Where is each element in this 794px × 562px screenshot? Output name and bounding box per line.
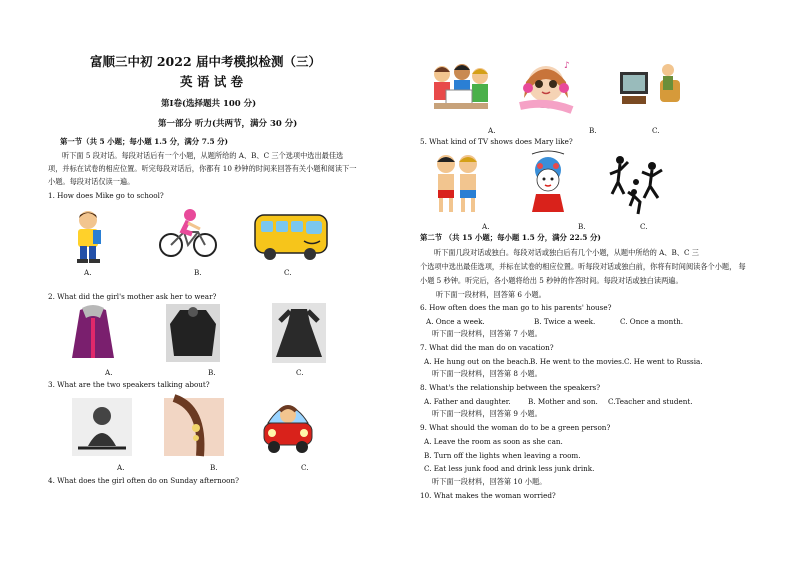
school-bus-icon (252, 209, 330, 261)
listen-material-6: 听下面一段材料，回答第 6 小题。 (436, 290, 546, 299)
kids-reading-icon (428, 60, 492, 114)
listen-material-8: 听下面一段材料，回答第 8 小题。 (432, 369, 542, 378)
option-c[interactable]: C. (652, 126, 660, 135)
person-photo-icon (72, 398, 132, 456)
question-10: 10. What makes the woman worried? (420, 491, 556, 500)
option-b[interactable]: B. (578, 222, 586, 231)
option-b[interactable]: B. (210, 463, 218, 472)
question-6: 6. How often does the man go to his parents' house? (420, 303, 612, 312)
question-8: 8. What's the relationship between the speakers? (420, 383, 601, 392)
volume-heading: 第Ⅰ卷(选择题共 100 分) (161, 99, 257, 109)
option-b[interactable]: B. Twice a week. (534, 317, 596, 326)
question-5: 5. What kind of TV shows does Mary like? (420, 137, 573, 146)
option-c[interactable]: C. He went to Russia. (624, 357, 703, 366)
option-a[interactable]: A. Once a week. (426, 317, 485, 326)
question-4: 4. What does the girl often do on Sunday afternoon? (48, 476, 239, 485)
sweater-icon (166, 304, 220, 362)
option-c[interactable]: C. (640, 222, 648, 231)
cartoon-kids-icon (428, 152, 486, 216)
question-9: 9. What should the woman do to be a green person? (420, 423, 611, 432)
option-a[interactable]: A. Leave the room as soon as she can. (424, 437, 563, 446)
question-3: 3. What are the two speakers talking about? (48, 380, 210, 389)
exam-subtitle: 英 语 试 卷 (180, 74, 244, 89)
coat-icon (70, 304, 116, 364)
question-7: 7. What did the man do on vacation? (420, 343, 554, 352)
option-c[interactable]: C. Once a month. (620, 317, 684, 326)
option-a[interactable]: A. (105, 368, 113, 377)
option-b[interactable]: B. Mother and son. (528, 397, 598, 406)
listen-material-9: 听下面一段材料，回答第 9 小题。 (432, 409, 542, 418)
option-c[interactable]: C. (296, 368, 304, 377)
option-a[interactable]: A. Father and daughter. (424, 397, 511, 406)
listen-material-7: 听下面一段材料，回答第 7 小题。 (432, 329, 542, 338)
earring-icon (164, 398, 224, 456)
cyclist-icon (158, 207, 218, 259)
option-b[interactable]: B. (589, 126, 597, 135)
option-a[interactable]: A. (488, 126, 496, 135)
option-b[interactable]: B. (194, 268, 202, 277)
option-c[interactable]: C. Eat less junk food and drink less junk drink. (424, 464, 595, 473)
option-a[interactable]: A. (117, 463, 125, 472)
svg-text:♪: ♪ (564, 61, 570, 71)
option-c[interactable]: C. (284, 268, 292, 277)
option-c[interactable]: C. (301, 463, 309, 472)
section1-heading: 第一节（共 5 小题；每小题 1.5 分，满分 7.5 分) (60, 137, 229, 146)
listen-material-10: 听下面一段材料，回答第 10 小题。 (432, 477, 547, 486)
option-a[interactable]: A. (84, 268, 92, 277)
question-1: 1. How does Mike go to school? (48, 191, 164, 200)
section2-instruction-line: 听下面几段对话或独白。每段对话或独白后有几个小题，从题中所给的 A、B、C 三 (434, 248, 699, 257)
option-a[interactable]: A. He hung out on the beach. (424, 357, 531, 366)
option-b[interactable]: B. He went to the movies. (530, 357, 625, 366)
option-a[interactable]: A. (482, 222, 490, 231)
sports-silhouette-icon (608, 152, 668, 216)
walking-boy-icon (68, 210, 108, 265)
question-2: 2. What did the girl's mother ask her to wear? (48, 292, 217, 301)
option-b[interactable]: B. Turn off the lights when leaving a room. (424, 451, 581, 460)
watching-tv-icon (618, 62, 682, 112)
section1-instruction-line: 听下面 5 段对话。每段对话后有一个小题，从题所给的 A、B、C 三个选项中选出最佳选 (62, 151, 344, 160)
section2-instruction-line: 小题 5 秒钟。听完后，各小题将给出 5 秒钟的作答时间。每段对话或独白读两遍。 (420, 276, 683, 285)
dress-icon (272, 303, 326, 363)
option-b[interactable]: B. (208, 368, 216, 377)
option-c[interactable]: C.Teacher and student. (608, 397, 693, 406)
section1-instruction-line: 项，并标在试卷的相应位置。听完每段对话后，你都有 10 秒钟的时间来回答有关小题和阅读下一 (48, 164, 357, 173)
exam-title: 富顺三中初 2022 届中考模拟检测（三） (90, 54, 321, 69)
girl-music-icon (514, 58, 578, 116)
section2-instruction-line: 个选项中选出最佳选项，并标在试卷的相应位置。听每段对话或独白前，你将有时间阅读各个小题， 每 (420, 262, 746, 271)
part1-heading: 第一部分 听力(共两节，满分 30 分) (158, 119, 298, 129)
section1-instruction-line: 小题。每段对话仅读一遍。 (48, 177, 135, 186)
section2-heading: 第二节 （共 15 小题；每小题 1.5 分，满分 22.5 分) (420, 233, 601, 242)
opera-mask-icon (522, 150, 574, 216)
toy-car-icon (260, 395, 316, 457)
